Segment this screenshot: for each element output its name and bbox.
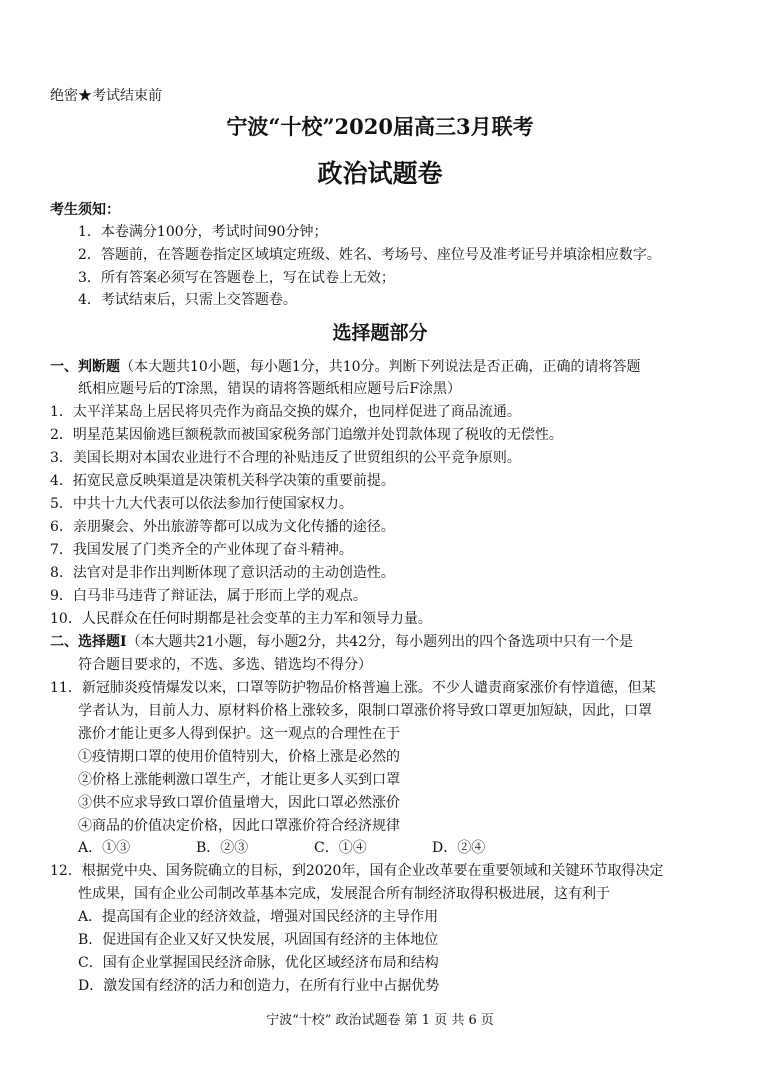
part2-header [50,632,633,652]
q11-stem: 涨价才能让更多人得到保护。这一观点的合理性在于 [78,726,400,742]
q11-option-c: C．①④ [314,840,367,856]
notice-item: 3．所有答案必须写在答题卷上，写在试卷上无效； [78,270,395,286]
q11-statement: ③供不应求导致口罩价值量增大，因此口罩必然涨价 [78,795,400,811]
q12-option-d: D．激发国有经济的活力和创造力，在所有行业中占据优势 [78,978,440,994]
q11-option-d: D．②④ [432,840,486,856]
q11-stem: 学者认为，目前人力、原材料价格上涨较多，限制口罩涨价将导致口罩更加短缺，因此，口罩 [78,703,652,719]
q12-option-b: B．促进国有企业又好又快发展，巩固国有经济的主体地位 [78,932,439,948]
notice-item: 4．考试结束后，只需上交答题卷。 [78,292,297,308]
judge-item: 7．我国发展了门类齐全的产业体现了奋斗精神。 [50,542,353,558]
q12-option-a: A．提高国有企业的经济效益，增强对国民经济的主导作用 [78,909,439,925]
exam-title: 宁波“十校”2020届高三3月联考 [226,114,534,139]
judge-item: 5．中共十九大代表可以依法参加行使国家权力。 [50,496,353,512]
exam-subtitle: 政治试题卷 [317,159,443,188]
part1-header [50,357,641,377]
q11-options [78,838,550,858]
q11-stem: 11．新冠肺炎疫情爆发以来，口罩等防护物品价格普遍上涨。不少人谴责商家涨价有悖道德，但某 [50,680,656,696]
q11-option-a: A．①③ [78,840,131,856]
part1-heading: 一、判断题 [50,359,120,375]
q12-stem: 性成果，国有企业公司制改革基本完成，发展混合所有制经济取得积极进展，这有利于 [78,886,610,902]
judge-item: 1．太平洋某岛上居民将贝壳作为商品交换的媒介，也同样促进了商品流通。 [50,404,521,420]
judge-item: 6．亲朋聚会、外出旅游等都可以成为文化传播的途径。 [50,519,395,535]
judge-item: 2．明星范某因偷逃巨额税款而被国家税务部门追缴并处罚款体现了税收的无偿性。 [50,427,563,443]
judge-item: 8．法官对是非作出判断体现了意识活动的主动创造性。 [50,565,395,581]
part2-heading: 二、选择题Ⅰ [50,634,127,650]
part1-desc-cont: 纸相应题号后的T涂黑，错误的请将答题纸相应题号后F涂黑） [78,381,462,397]
q11-statement: ②价格上涨能刺激口罩生产，才能让更多人买到口罩 [78,772,400,788]
notice-item: 2．答题前，在答题卷指定区域填定班级、姓名、考场号、座位号及准考证号并填涂相应数字。 [78,247,661,263]
secret-label: 绝密★考试结束前 [50,88,162,104]
notice-item: 1．本卷满分100分，考试时间90分钟； [78,224,328,240]
part1-desc: （本大题共10小题，每小题1分，共10分。判断下列说法是否正确，正确的请将答题 [120,359,641,375]
page-footer: 宁波“十校” 政治试题卷 第 1 页 共 6 页 [266,1013,494,1028]
judge-item: 4．拓宽民意反映渠道是决策机关科学决策的重要前提。 [50,473,395,489]
part2-desc-cont: 符合题目要求的，不选、多选、错选均不得分） [78,657,372,673]
section-title: 选择题部分 [332,322,428,344]
q11-statement: ①疫情期口罩的使用价值特别大，价格上涨是必然的 [78,749,400,765]
judge-item: 9．白马非马违背了辩证法，属于形而上学的观点。 [50,588,367,604]
q11-statement: ④商品的价值决定价格，因此口罩涨价符合经济规律 [78,818,400,834]
judge-item: 10．人民群众在任何时期都是社会变革的主力军和领导力量。 [50,611,432,627]
q12-stem: 12．根据党中央、国务院确立的目标，到2020年，国有企业改革要在重要领域和关键环节取得决定 [50,863,664,879]
part2-desc: （本大题共21小题，每小题2分，共42分，每小题列出的四个备选项中只有一个是 [126,634,634,650]
judge-item: 3．美国长期对本国农业进行不合理的补贴违反了世贸组织的公平竞争原则。 [50,450,521,466]
q11-option-b: B．②③ [196,840,249,856]
notice-title: 考生须知： [50,202,120,218]
q12-option-c: C．国有企业掌握国民经济命脉，优化区域经济布局和结构 [78,955,439,971]
